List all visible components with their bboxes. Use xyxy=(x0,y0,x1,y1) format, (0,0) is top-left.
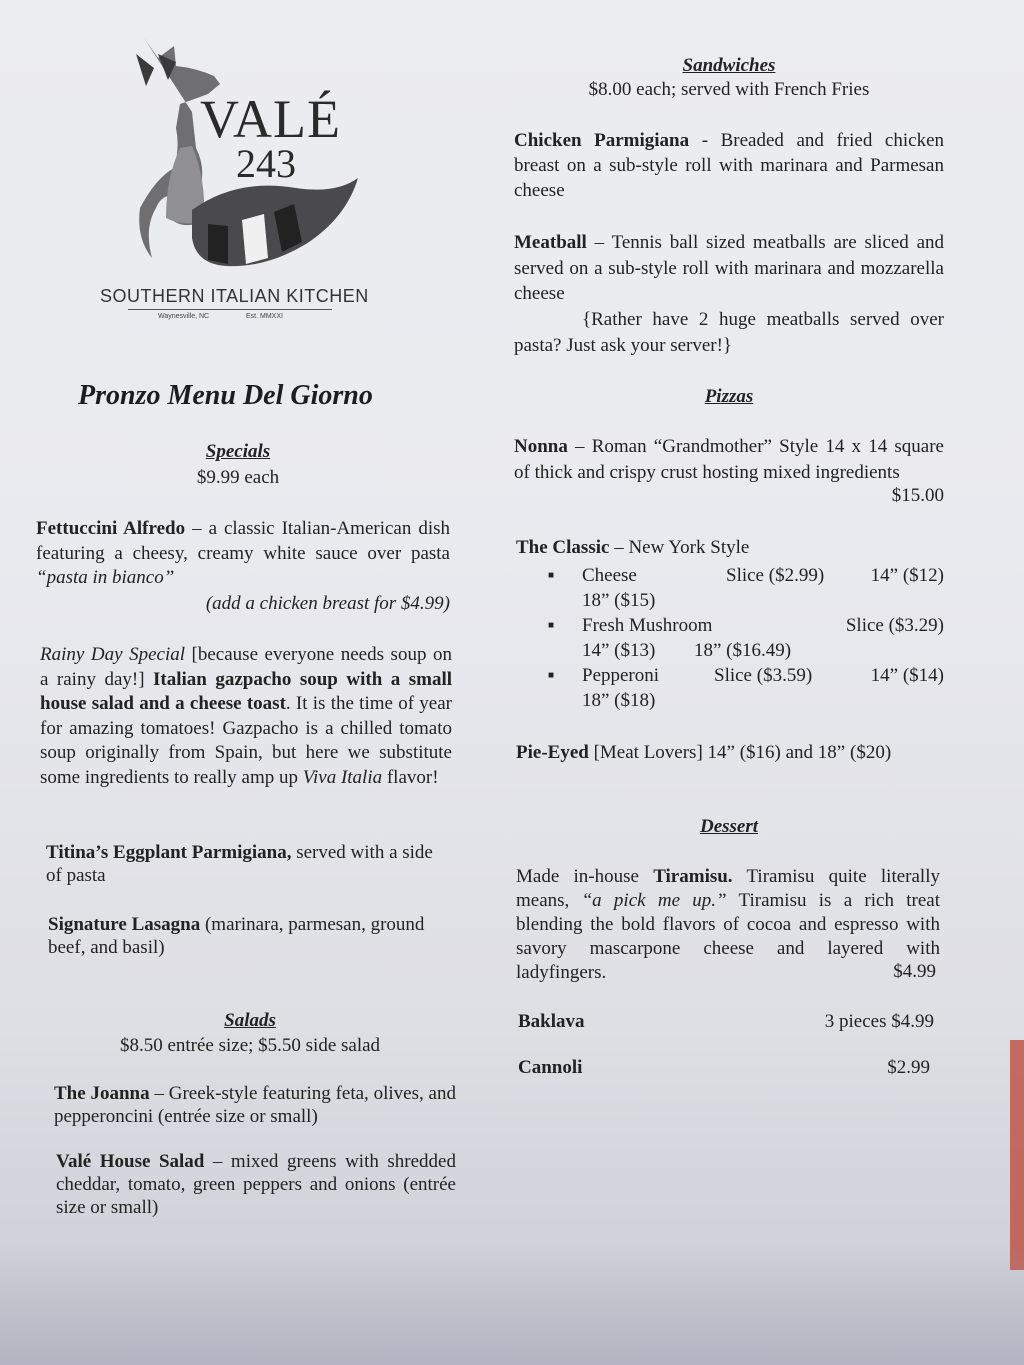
sandwiches-price: $8.00 each; served with French Fries xyxy=(588,79,870,100)
bullet-icon: ■ xyxy=(548,670,555,681)
pizza-slice-price: Slice ($3.59) xyxy=(714,665,813,686)
nonna-desc: – Roman “Grandmother” Style 14 x 14 square of thick and crispy crust hosting mixed ingredients xyxy=(514,436,944,483)
joanna-desc: – Greek-style featuring feta, olives, and pepperoncini (entrée size or small) xyxy=(54,1083,456,1127)
eggplant-item xyxy=(46,841,450,887)
baklava-item xyxy=(518,1010,934,1034)
pie-eyed-item xyxy=(516,740,944,765)
pizza-name: Fresh Mushroom xyxy=(582,615,713,636)
pizza-14-price: 14” ($14) xyxy=(870,665,944,686)
tiramisu-mid: Tiramisu quite literally means, xyxy=(516,866,940,911)
nonna-item xyxy=(514,434,944,485)
list-item xyxy=(548,613,944,638)
house-salad-desc: – mixed greens with shredded cheddar, tomato, green peppers and onions (entrée size or small) xyxy=(56,1151,456,1218)
cannoli-item xyxy=(518,1056,930,1080)
bullet-icon: ■ xyxy=(548,620,555,631)
rainy-end: flavor! xyxy=(382,766,439,788)
sandwiches-title: Sandwiches xyxy=(682,55,776,76)
meatball-desc: – Tennis ball sized meatballs are sliced and served on a sub-style roll with marinara and mozzarella cheese xyxy=(514,232,944,304)
eggplant-name: Titina’s Eggplant Parmigiana, xyxy=(46,842,292,863)
fettuccini-italic: “pasta in bianco” xyxy=(36,567,175,588)
logo-brand-text: VALÉ xyxy=(200,89,342,149)
menu-title: Pronzo Menu Del Giorno xyxy=(78,380,373,411)
pie-eyed-desc: [Meat Lovers] 14” ($16) and 18” ($20) xyxy=(588,742,892,763)
pizzas-title: Pizzas xyxy=(704,386,754,407)
rainy-lead: Rainy Day Special xyxy=(40,644,185,665)
lasagna-name: Signature Lasagna xyxy=(48,914,201,935)
rainy-rest: . It is the time of year for amazing tomatoes! Gazpacho is a chilled tomato soup originally from Spain, but here we substitute some ingredients to really amp up xyxy=(40,693,452,788)
meatball-note: {Rather have 2 huge meatballs served over pasta? Just ask your server!} xyxy=(514,309,944,356)
rainy-bold: Italian gazpacho soup with a small house salad and a cheese toast xyxy=(40,668,453,714)
pizza-slice-price: Slice ($3.29) xyxy=(845,615,944,636)
meatball-name: Meatball xyxy=(514,232,587,253)
salads-title: Salads xyxy=(224,1010,276,1031)
chicken-parm-desc: - Breaded and fried chicken breast on a sub-style roll with marinara and Parmesan cheese xyxy=(514,130,944,201)
rainy-bracket: [because everyone needs soup on a rainy day!] xyxy=(40,644,452,690)
tiramisu-pre: Made in-house xyxy=(516,866,654,887)
classic-item xyxy=(516,537,946,559)
dessert-title: Dessert xyxy=(699,816,759,837)
pizza-name: Pepperoni xyxy=(582,665,660,686)
pizza-18-price: 18” ($18) xyxy=(582,690,656,711)
specials-title: Specials xyxy=(205,441,271,462)
cannoli-name: Cannoli xyxy=(518,1057,583,1078)
logo-established: Est. MMXXI xyxy=(246,313,283,320)
fox-logo-icon xyxy=(96,28,366,328)
salads-price: $8.50 entrée size; $5.50 side salad xyxy=(119,1035,381,1056)
logo-tagline: SOUTHERN ITALIAN KITCHEN xyxy=(100,286,369,306)
house-salad-item xyxy=(56,1150,456,1219)
fettuccini-desc: – a classic Italian-American dish featuring a cheesy, creamy white sauce over pasta xyxy=(36,518,451,564)
rainy-day-item xyxy=(40,643,452,790)
cannoli-price: $2.99 xyxy=(887,1057,930,1078)
tiramisu-post: Tiramisu is a rich treat blending the bold flavors of cocoa and espresso with savory mascarpone cheese and layered with ladyfingers. xyxy=(516,890,940,983)
pie-eyed-name: Pie-Eyed xyxy=(516,742,589,763)
house-salad-name: Valé House Salad xyxy=(56,1151,205,1172)
rainy-italic: Viva Italia xyxy=(302,766,383,788)
list-item xyxy=(548,563,944,588)
pizza-18-price: 18” ($15) xyxy=(582,590,656,611)
eggplant-desc: served with a side of pasta xyxy=(46,842,433,886)
classic-list xyxy=(548,563,944,713)
list-item-sizes xyxy=(548,638,944,663)
fettuccini-addon: (add a chicken breast for $4.99) xyxy=(205,593,450,614)
nonna-price: $15.00 xyxy=(891,485,944,506)
tiramisu-price: $4.99 xyxy=(893,961,936,982)
pizza-18-price: 18” ($16.49) xyxy=(694,640,792,661)
fettuccini-name: Fettuccini Alfredo xyxy=(36,518,186,539)
pizza-14-price: 14” ($12) xyxy=(870,565,944,586)
pizza-slice-price: Slice ($2.99) xyxy=(726,565,825,586)
logo-divider xyxy=(128,309,332,310)
tiramisu-name: Tiramisu. xyxy=(653,866,733,887)
joanna-name: The Joanna xyxy=(54,1083,150,1104)
meatball-item xyxy=(514,230,944,307)
fettuccini-item xyxy=(36,517,450,591)
classic-name: The Classic xyxy=(516,537,610,558)
tiramisu-italic: “a pick me up.” xyxy=(581,890,727,911)
baklava-price: 3 pieces $4.99 xyxy=(824,1011,934,1032)
logo-location: Waynesville, NC xyxy=(158,313,210,320)
bullet-icon: ■ xyxy=(548,570,555,581)
lasagna-item xyxy=(48,913,428,959)
baklava-name: Baklava xyxy=(518,1011,585,1032)
table-edge xyxy=(1010,1040,1024,1270)
logo-number-text: 243 xyxy=(236,141,296,186)
lasagna-desc: (marinara, parmesan, ground beef, and basil) xyxy=(48,914,425,958)
chicken-parm-item xyxy=(514,128,944,203)
chicken-parm-name: Chicken Parmigiana xyxy=(514,130,690,151)
pizza-name: Cheese xyxy=(582,565,637,586)
pizza-14-price: 14” ($13) xyxy=(582,640,656,661)
nonna-name: Nonna xyxy=(514,436,568,457)
classic-desc: – New York Style xyxy=(609,537,750,558)
specials-price: $9.99 each xyxy=(196,467,280,488)
joanna-item xyxy=(54,1082,456,1128)
list-item xyxy=(548,663,944,688)
